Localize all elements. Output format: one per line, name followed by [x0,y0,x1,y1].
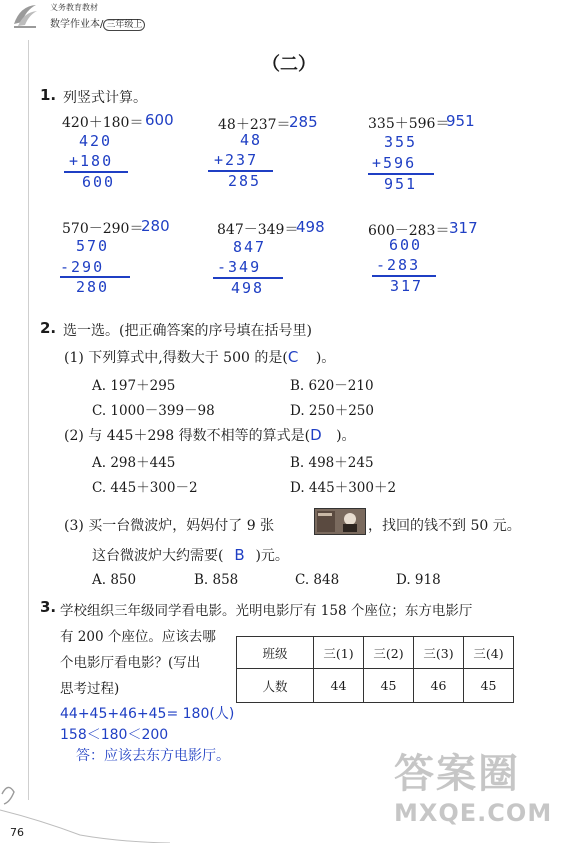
class-table [236,636,514,703]
vertical-top: 570 [76,237,110,255]
q2-sub2-option-d: D. 445＋300＋2 [290,480,397,496]
q3-work-line1: 44+45+46+45= 180(人) [60,706,235,722]
vertical-result: 317 [390,277,424,295]
watermark-sub: MXQE.COM [394,799,553,827]
vertical-result: 285 [228,172,262,190]
q2-sub2-option-b: B. 498＋245 [290,455,374,471]
vertical-bottom: +180 [69,152,114,170]
table-cell: 三(2) [364,637,414,669]
q1-number: 1. [40,86,57,104]
q2-sub1-close: )。 [315,350,336,366]
q3-work-line2: 158＜180＜200 [60,727,169,743]
problem-expr: 600－283＝ [368,223,450,239]
vertical-bottom: -349 [217,258,262,276]
q2-sub3-line2 [92,545,289,565]
vertical-top: 48 [240,131,263,149]
q2-sub3-after: ，找回的钱不到 50 元。 [368,518,521,534]
problem-expr: 48＋237＝ [218,117,291,133]
header-sep: / [100,19,104,30]
q2-sub2-option-a: A. 298＋445 [92,455,176,471]
q2-prompt: 选一选。(把正确答案的序号填在括号里) [63,323,312,339]
vertical-result: 280 [76,278,110,296]
q2-sub3-text: (3) 买一台微波炉，妈妈付了 9 张 [64,518,275,534]
vertical-bottom: +596 [372,154,417,172]
q3-number: 3. [40,598,57,616]
problem-answer: 285 [289,113,318,131]
watermark-main: 答案圈 [394,751,520,797]
table-cell: 班级 [237,637,314,669]
problem-expr: 335＋596＝ [368,116,450,132]
banknote-image [314,508,366,535]
header-series: 义务教育教材 [50,3,98,12]
margin-line [28,40,29,800]
q2-sub2-option-c: C. 445＋300－2 [92,480,198,496]
q2-sub1-option-b: B. 620－210 [290,378,374,394]
table-cell: 45 [364,669,414,703]
q2-sub2-question [64,425,356,445]
q2-sub3-option-c: C. 848 [295,572,340,588]
q1-prompt: 列竖式计算。 [63,90,147,106]
vertical-bottom: -290 [60,258,105,276]
q2-sub3-prompt: 这台微波炉大约需要( [92,548,224,564]
q2-sub3-option-a: A. 850 [92,572,137,588]
q2-sub3-close: )元。 [255,548,289,564]
q2-sub1-text: (1) 下列算式中,得数大于 500 的是( [64,350,288,366]
q2-sub3-option-b: B. 858 [194,572,239,588]
q2-sub1-option-d: D. 250＋250 [290,403,374,419]
table-cell: 三(4) [464,637,514,669]
problem-answer: 498 [296,218,325,236]
table-cell: 人数 [237,669,314,703]
table-cell: 45 [464,669,514,703]
q2-sub1-question [64,347,335,367]
q3-work-answer: 答：应该去东方电影厅。 [76,748,230,764]
q3-line1: 学校组织三年级同学看电影。光明电影厅有 158 个座位；东方电影厅 [60,603,473,619]
q2-number: 2. [40,319,57,337]
vertical-top: 355 [384,133,418,151]
table-cell: 46 [414,669,464,703]
vertical-top: 420 [79,132,113,150]
vertical-top: 847 [233,238,267,256]
q3-line2: 有 200 个座位。应该去哪 [60,629,216,645]
problem-expr: 847－349＝ [217,222,299,238]
watermark-logo [394,742,572,840]
q2-sub2-close: )。 [336,428,356,444]
header-book-title [50,15,145,30]
q2-sub3-line1 [64,515,274,535]
vertical-result: 498 [231,279,265,297]
q2-sub2-text: (2) 与 445＋298 得数不相等的算式是( [64,428,311,444]
vertical-bottom: +237 [214,151,259,169]
table-cell: 三(1) [314,637,364,669]
problem-expr: 570－290＝ [62,221,144,237]
table-row [237,669,514,703]
q2-sub2-answer: D [310,426,322,444]
table-cell: 三(3) [414,637,464,669]
table-cell: 44 [314,669,364,703]
header-book: 数学作业本 [50,19,100,30]
header-grade: 三年级上 [103,19,145,31]
q3-line3: 个电影厅看电影？(写出 [60,655,201,671]
q2-sub1-option-a: A. 197＋295 [92,378,176,394]
q3-line4: 思考过程) [60,681,120,697]
problem-expr: 420＋180＝ [62,115,144,131]
page-number: 76 [10,826,24,839]
header-logo-icon [10,2,40,30]
problem-answer: 317 [449,219,478,237]
problem-answer: 280 [141,217,170,235]
problem-answer: 600 [145,111,174,129]
vertical-result: 600 [82,173,116,191]
section-title: （二） [262,54,316,75]
vertical-bottom: -283 [376,256,421,274]
vertical-result: 951 [384,175,418,193]
footer-corner-decoration [0,780,170,843]
q2-sub3-option-d: D. 918 [396,572,441,588]
problem-answer: 951 [446,112,475,130]
q2-sub1-answer: C [287,348,299,366]
q2-sub3-answer: B [234,546,245,564]
vertical-top: 600 [389,236,423,254]
table-row [237,637,514,669]
q2-sub1-option-c: C. 1000－399－98 [92,403,215,419]
